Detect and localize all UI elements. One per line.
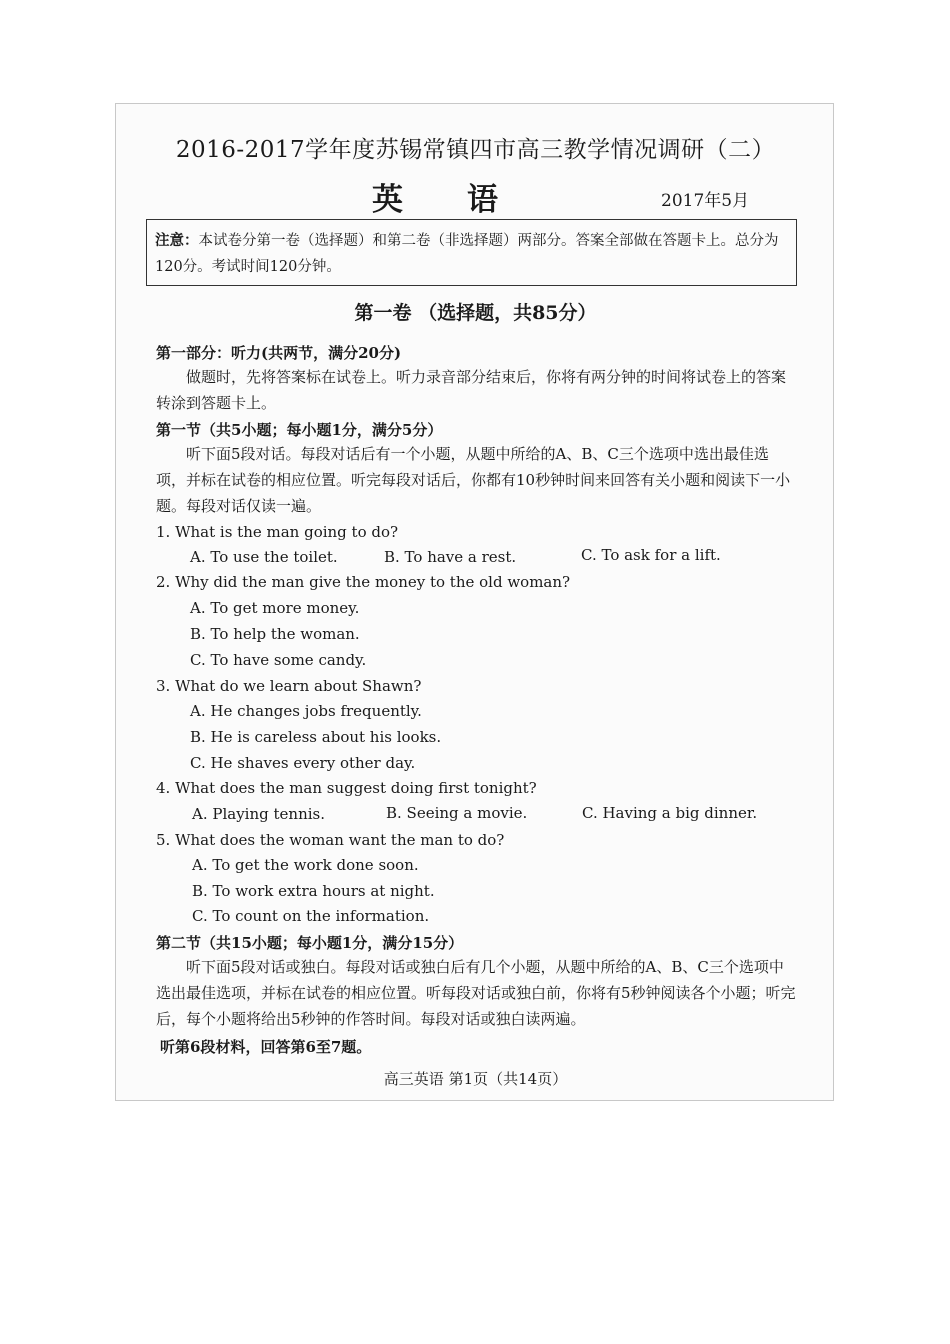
notice-box [146, 219, 797, 286]
q4-option-b: B. Seeing a movie. [386, 804, 528, 822]
q3-option-c: C. He shaves every other day. [190, 754, 416, 772]
question-2: 2. Why did the man give the money to the old woman? [156, 573, 571, 591]
q4-option-a: A. Playing tennis. [192, 805, 325, 823]
question-5: 5. What does the woman want the man to do? [156, 831, 505, 849]
exam-page [115, 103, 834, 1101]
material-instruction: 听第6段材料，回答第6至7题。 [160, 1038, 372, 1056]
q5-option-b: B. To work extra hours at night. [192, 882, 435, 900]
exam-title: 2016-2017学年度苏锡常镇四市高三教学情况调研（二） [175, 137, 776, 163]
part1-intro: 做题时，先将答案标在试卷上。听力录音部分结束后，你将有两分钟的时间将试卷上的答案转涂到答题卡上。 [156, 368, 787, 412]
q5-option-a: A. To get the work done soon. [192, 856, 419, 874]
q1-option-a: A. To use the toilet. [190, 548, 338, 566]
q2-option-b: B. To help the woman. [190, 625, 360, 643]
section2-heading: 第二节（共15小题；每小题1分，满分15分） [156, 934, 464, 952]
q1-option-b: B. To have a rest. [384, 548, 517, 566]
subject-title: 英语 [372, 182, 562, 218]
q2-option-a: A. To get more money. [190, 599, 360, 617]
exam-date: 2017年5月 [661, 191, 750, 211]
volume-title: 第一卷 （选择题，共85分） [354, 302, 597, 324]
q3-option-a: A. He changes jobs frequently. [190, 702, 422, 720]
q5-option-c: C. To count on the information. [192, 907, 430, 925]
section2-intro: 听下面5段对话或独白。每段对话或独白后有几个小题，从题中所给的A、B、C三个选项中选出最佳选项，并标在试卷的相应位置。听每段对话或独白前，你将有5秒钟阅读各个小题；听完后，每个小题将给出5秒钟的作答时间。每段对话或独白读两遍。 [156, 958, 796, 1028]
section1-intro: 听下面5段对话。每段对话后有一个小题，从题中所给的A、B、C三个选项中选出最佳选项，并标在试卷的相应位置。听完每段对话后，你都有10秒钟时间来回答有关小题和阅读下一小题。每段对话仅读一遍。 [156, 445, 791, 515]
question-3: 3. What do we learn about Shawn? [156, 677, 422, 695]
notice-text: 本试卷分第一卷（选择题）和第二卷（非选择题）两部分。答案全部做在答题卡上。总分为120分。考试时间120分钟。 [155, 233, 779, 275]
question-1: 1. What is the man going to do? [156, 523, 399, 541]
q4-option-c: C. Having a big dinner. [582, 804, 758, 822]
q3-option-b: B. He is careless about his looks. [190, 728, 442, 746]
notice-label: 注意： [155, 232, 199, 249]
section1-heading: 第一节（共5小题；每小题1分，满分5分） [156, 421, 443, 439]
question-4: 4. What does the man suggest doing first tonight? [156, 779, 537, 797]
part1-heading: 第一部分：听力(共两节，满分20分) [156, 344, 402, 362]
q1-option-c: C. To ask for a lift. [581, 546, 721, 564]
page-footer: 高三英语 第1页（共14页） [383, 1070, 568, 1088]
q2-option-c: C. To have some candy. [190, 651, 367, 669]
